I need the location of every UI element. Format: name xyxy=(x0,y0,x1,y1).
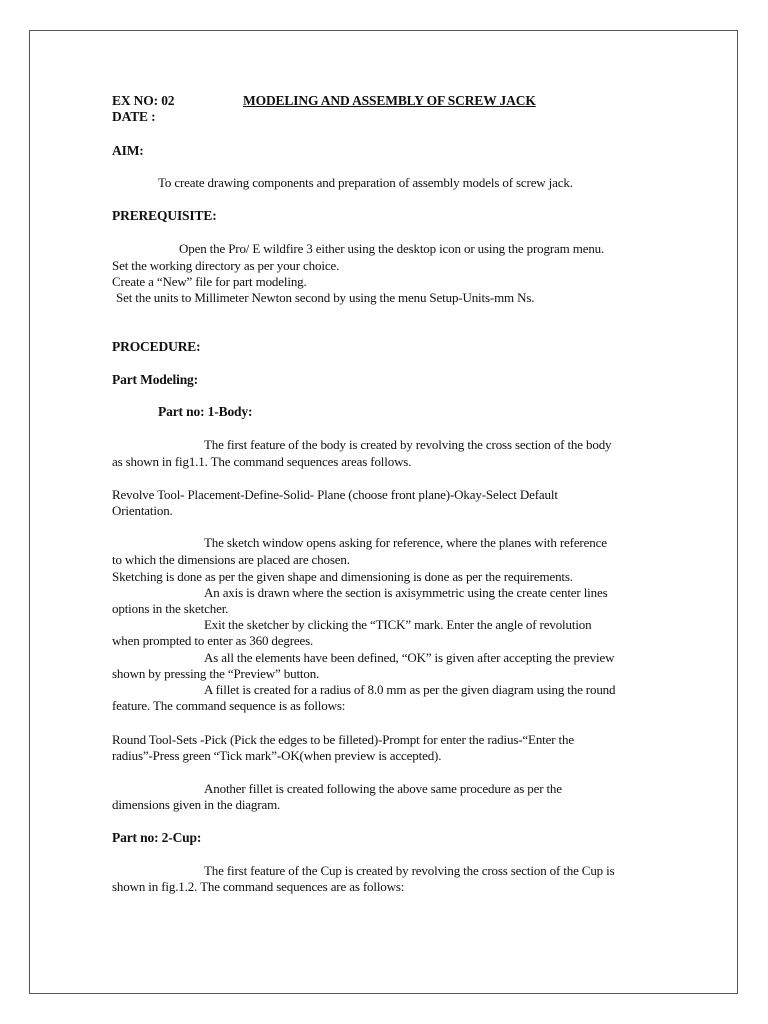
step-line: Exit the sketcher by clicking the “TICK” mark. Enter the angle of revolution xyxy=(204,617,592,632)
step-line: options in the sketcher. xyxy=(112,601,229,616)
prerequisite-heading: PREREQUISITE: xyxy=(112,208,217,223)
prerequisite-line: Open the Pro/ E wildfire 3 either using the desktop icon or using the program menu. xyxy=(179,241,605,256)
step-line: feature. The command sequence is as follows: xyxy=(112,698,346,713)
step-line: when prompted to enter as 360 degrees. xyxy=(112,633,314,648)
step-line: A fillet is created for a radius of 8.0 mm as per the given diagram using the round xyxy=(204,682,616,697)
aim-heading: AIM: xyxy=(112,143,144,158)
part2-intro-line: shown in fig.1.2. The command sequences are as follows: xyxy=(112,879,405,894)
step-line: As all the elements have been defined, “OK” is given after accepting the preview xyxy=(204,650,615,665)
part1-heading: Part no: 1-Body: xyxy=(158,404,253,419)
aim-text: To create drawing components and preparation of assembly models of screw jack. xyxy=(158,175,573,190)
exercise-number: EX NO: 02 xyxy=(112,93,175,108)
part-modeling-heading: Part Modeling: xyxy=(112,372,199,387)
another-fillet-line: dimensions given in the diagram. xyxy=(112,797,281,812)
another-fillet-line: Another fillet is created following the above same procedure as per the xyxy=(204,781,562,796)
procedure-heading: PROCEDURE: xyxy=(112,339,201,354)
round-command-line: radius”-Press green “Tick mark”-OK(when preview is accepted). xyxy=(112,748,442,763)
step-line: An axis is drawn where the section is axisymmetric using the create center lines xyxy=(204,585,608,600)
step-line: shown by pressing the “Preview” button. xyxy=(112,666,320,681)
prerequisite-line: Set the working directory as per your choice. xyxy=(112,258,340,273)
part1-intro-line: The first feature of the body is created by revolving the cross section of the body xyxy=(204,437,612,452)
revolve-command-line: Orientation. xyxy=(112,503,173,518)
document-title: MODELING AND ASSEMBLY OF SCREW JACK xyxy=(243,93,536,108)
step-line: The sketch window opens asking for reference, where the planes with reference xyxy=(204,535,607,550)
step-line: to which the dimensions are placed are chosen. xyxy=(112,552,350,567)
part2-heading: Part no: 2-Cup: xyxy=(112,830,202,845)
prerequisite-line: Create a “New” file for part modeling. xyxy=(112,274,307,289)
round-command-line: Round Tool-Sets -Pick (Pick the edges to be filleted)-Prompt for enter the radius-“Enter the xyxy=(112,732,574,747)
step-line: Sketching is done as per the given shape and dimensioning is done as per the requirements. xyxy=(112,569,573,584)
part2-intro-line: The first feature of the Cup is created by revolving the cross section of the Cup is xyxy=(204,863,615,878)
revolve-command-line: Revolve Tool- Placement-Define-Solid- Plane (choose front plane)-Okay-Select Default xyxy=(112,487,558,502)
part1-intro-line: as shown in fig1.1. The command sequences areas follows. xyxy=(112,454,412,469)
prerequisite-line: Set the units to Millimeter Newton second by using the menu Setup-Units-mm Ns. xyxy=(116,290,535,305)
date-label: DATE : xyxy=(112,109,156,124)
